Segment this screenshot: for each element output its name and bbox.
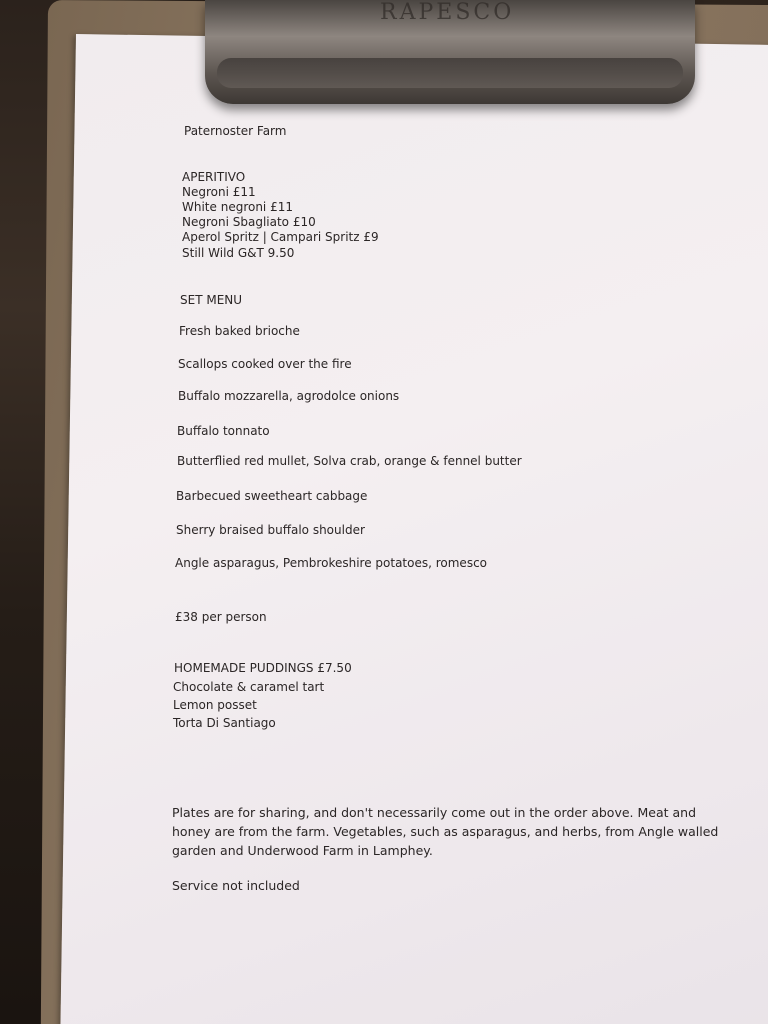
set-menu-heading: SET MENU xyxy=(180,293,243,307)
menu-title: Paternoster Farm xyxy=(184,124,287,138)
pudding-item: Lemon posset xyxy=(173,698,257,712)
set-menu-item: Barbecued sweetheart cabbage xyxy=(176,489,368,503)
aperitivo-heading: APERITIVO xyxy=(182,170,246,184)
set-menu-item: Buffalo mozzarella, agrodolce onions xyxy=(178,389,400,403)
set-menu-item: Fresh baked brioche xyxy=(179,324,300,338)
aperitivo-item: White negroni £11 xyxy=(182,200,293,214)
puddings-heading: HOMEMADE PUDDINGS £7.50 xyxy=(174,661,352,675)
clip-brand: RAPESCO xyxy=(380,0,515,25)
service-note: Service not included xyxy=(172,878,300,893)
set-menu-price: £38 per person xyxy=(175,610,267,624)
aperitivo-item: Still Wild G&T 9.50 xyxy=(182,246,295,260)
set-menu-item: Scallops cooked over the fire xyxy=(178,357,352,371)
set-menu-item: Buffalo tonnato xyxy=(177,424,270,438)
set-menu-item: Sherry braised buffalo shoulder xyxy=(176,523,365,537)
pudding-item: Torta Di Santiago xyxy=(173,716,276,730)
set-menu-item: Butterflied red mullet, Solva crab, orange & fennel butter xyxy=(177,454,522,468)
set-menu-item: Angle asparagus, Pembrokeshire potatoes, romesco xyxy=(175,556,488,570)
footer-note: Plates are for sharing, and don't necessarily come out in the order above. Meat and honey are from the farm. Vegetables, such as asparagus, and herbs, from Angle walled garden and Underwood Farm in Lamphey. xyxy=(172,805,719,858)
pudding-item: Chocolate & caramel tart xyxy=(173,680,325,694)
aperitivo-item: Negroni £11 xyxy=(182,185,256,199)
aperitivo-item: Aperol Spritz | Campari Spritz £9 xyxy=(182,230,379,244)
aperitivo-item: Negroni Sbagliato £10 xyxy=(182,215,316,229)
